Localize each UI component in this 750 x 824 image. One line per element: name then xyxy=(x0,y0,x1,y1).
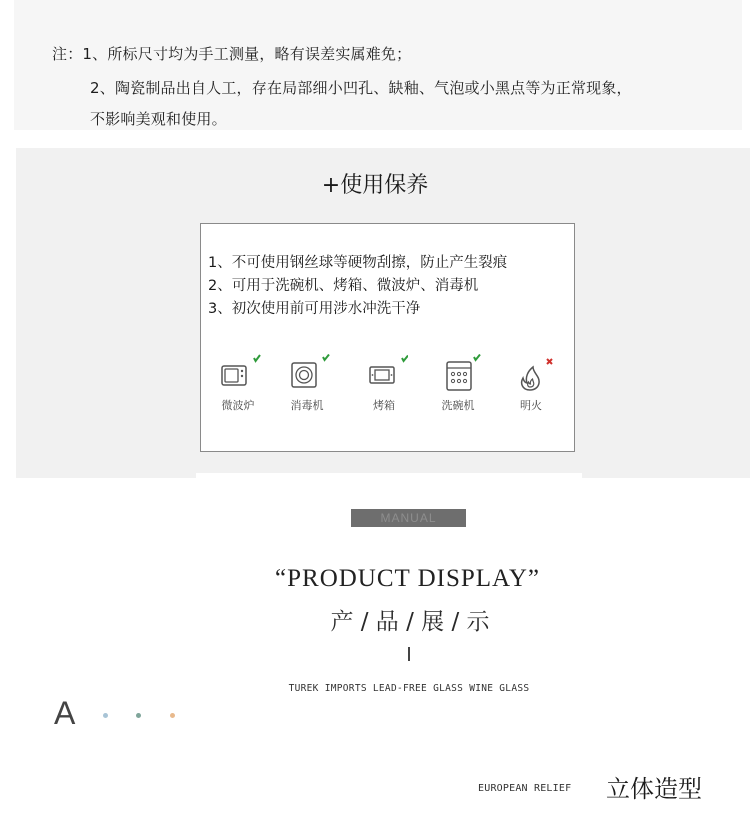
dishwasher-icon xyxy=(434,354,482,394)
check-icon xyxy=(474,355,480,361)
note-line-2: 2、陶瓷制品出自人工，存在局部细小凹孔、缺釉、气泡或小黑点等为正常现象， xyxy=(90,79,632,97)
display-tagline: TUREK IMPORTS LEAD-FREE GLASS WINE GLASS xyxy=(288,683,530,694)
appliance-sterilizer xyxy=(277,354,337,413)
vertical-divider xyxy=(408,647,410,661)
appliance-microwave xyxy=(208,354,268,413)
check-icon xyxy=(402,356,408,362)
check-icon xyxy=(254,355,260,361)
dot-orange xyxy=(170,713,175,718)
appliance-label: 洗碗机 xyxy=(441,399,475,412)
note-line-3: 不影响美观和使用。 xyxy=(90,110,227,128)
feature-title: 立体造型 xyxy=(606,775,702,803)
open-flame-icon xyxy=(507,354,555,394)
appliance-dishwasher xyxy=(428,354,488,413)
dot-blue xyxy=(103,713,108,718)
appliance-label: 明火 xyxy=(520,399,542,412)
display-subtitle: 产 / 品 / 展 / 示 xyxy=(330,609,490,635)
appliance-open-flame xyxy=(501,354,561,413)
appliance-label: 消毒机 xyxy=(290,399,324,412)
panel-gap xyxy=(196,473,582,481)
care-rule-1: 1、不可使用钢丝球等硬物刮擦，防止产生裂痕 xyxy=(208,255,508,271)
oven-icon xyxy=(360,354,408,394)
care-rule-2: 2、可用于洗碗机、烤箱、微波炉、消毒机 xyxy=(208,278,479,294)
note-line-1: 注：1、所标尺寸均为手工测量，略有误差实属难免； xyxy=(52,45,412,63)
manual-badge: MANUAL xyxy=(351,509,466,527)
care-rule-3: 3、初次使用前可用涉水冲洗干净 xyxy=(208,301,421,317)
display-title: “PRODUCT DISPLAY” xyxy=(275,565,540,592)
sterilizer-icon xyxy=(283,354,331,394)
appliance-label: 烤箱 xyxy=(373,399,395,412)
microwave-icon xyxy=(214,354,262,394)
cross-icon xyxy=(547,359,552,364)
feature-label: EUROPEAN RELIEF xyxy=(478,783,572,794)
dot-green xyxy=(136,713,141,718)
section-letter: A xyxy=(54,695,76,731)
appliance-oven xyxy=(354,354,414,413)
check-icon xyxy=(323,355,329,361)
care-title: +使用保养 xyxy=(321,173,429,198)
appliance-label: 微波炉 xyxy=(221,399,255,412)
